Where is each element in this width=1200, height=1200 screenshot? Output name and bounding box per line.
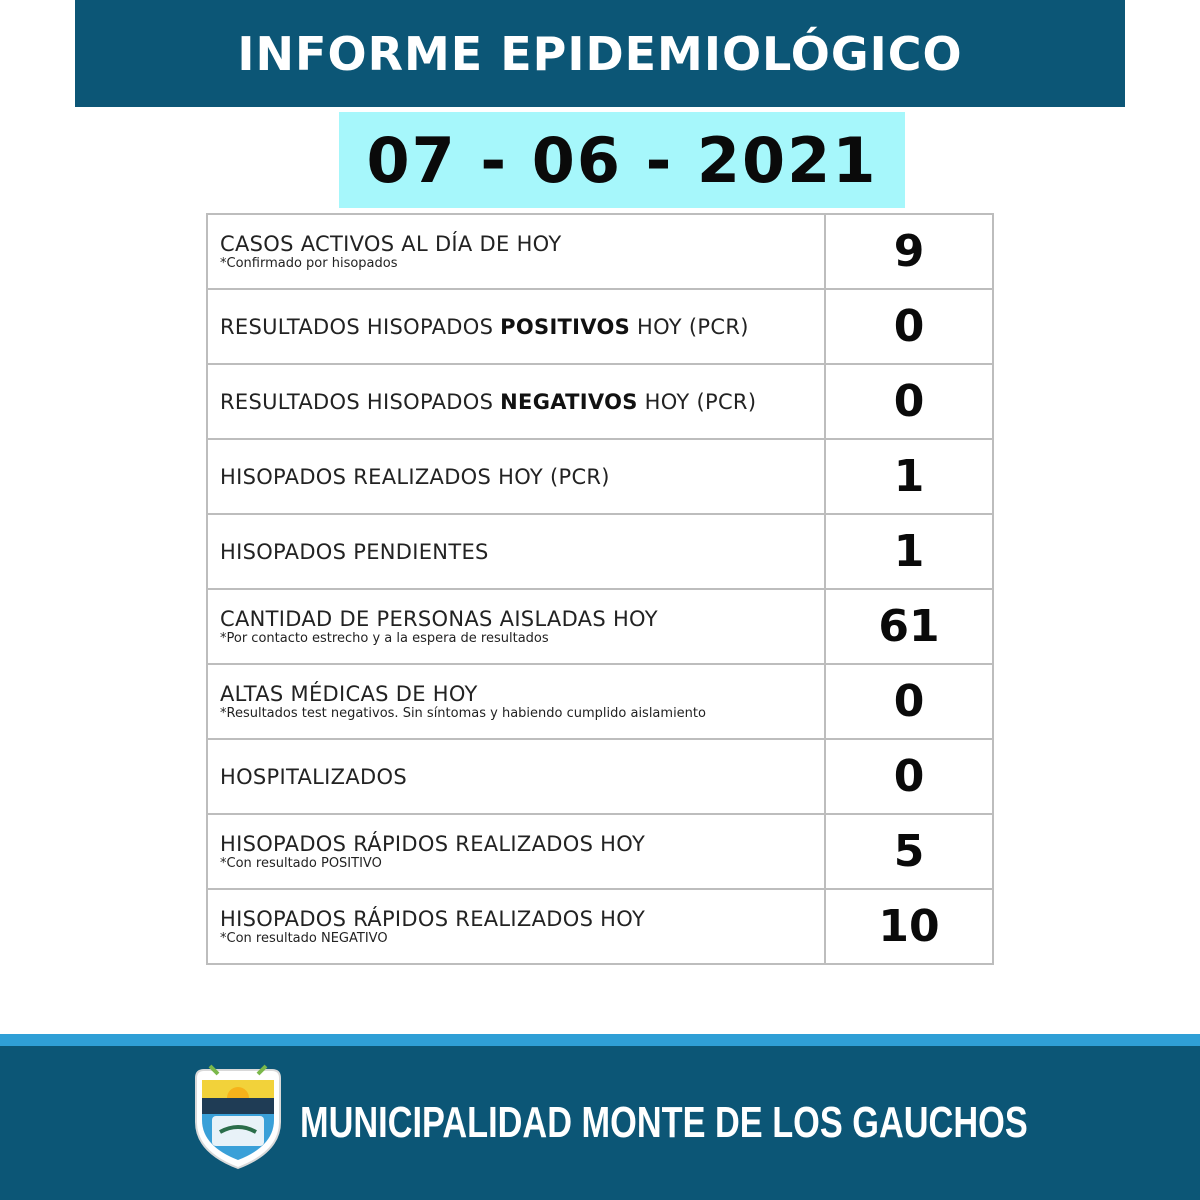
row-value-cell: [825, 514, 993, 589]
row-note: *Confirmado por hisopados: [220, 256, 398, 271]
row-value: 9: [893, 226, 925, 277]
row-label-cell: [207, 214, 825, 289]
row-label-cell: [207, 589, 825, 664]
row-value: 5: [893, 826, 925, 877]
table-row: [207, 814, 993, 889]
row-note: *Resultados test negativos. Sin síntomas y habiendo cumplido aislamiento: [220, 706, 706, 721]
table-row: [207, 664, 993, 739]
row-label: HISOPADOS PENDIENTES: [220, 539, 489, 564]
row-label: CANTIDAD DE PERSONAS AISLADAS HOY: [220, 607, 658, 631]
organization-name: MUNICIPALIDAD MONTE DE LOS GAUCHOS: [300, 1098, 1028, 1147]
row-label-cell: [207, 889, 825, 964]
row-value-cell: [825, 589, 993, 664]
row-label-cell: [207, 364, 825, 439]
table-row: [207, 439, 993, 514]
header-bar: [75, 0, 1125, 107]
row-label: ALTAS MÉDICAS DE HOY: [220, 682, 478, 706]
row-value: 61: [878, 601, 940, 652]
row-label-cell: [207, 289, 825, 364]
table-row: [207, 889, 993, 964]
row-label-cell: [207, 439, 825, 514]
date-box: [339, 112, 905, 208]
row-value-cell: [825, 739, 993, 814]
row-value: 10: [878, 901, 940, 952]
row-value-cell: [825, 814, 993, 889]
table-row: [207, 739, 993, 814]
row-label: HISOPADOS RÁPIDOS REALIZADOS HOY: [220, 832, 646, 856]
table-row: [207, 289, 993, 364]
row-label-cell: [207, 739, 825, 814]
row-label: HISOPADOS RÁPIDOS REALIZADOS HOY: [220, 907, 646, 931]
row-label: HISOPADOS REALIZADOS HOY (PCR): [220, 464, 610, 489]
row-label: CASOS ACTIVOS AL DÍA DE HOY: [220, 232, 562, 256]
row-value-cell: [825, 439, 993, 514]
row-value: 1: [893, 526, 925, 577]
page-title: INFORME EPIDEMIOLÓGICO: [237, 26, 963, 81]
row-value: 0: [893, 376, 925, 427]
municipal-crest-icon: [190, 1060, 286, 1172]
row-label: RESULTADOS HISOPADOS POSITIVOS HOY (PCR): [220, 314, 749, 339]
row-value: 1: [893, 451, 925, 502]
row-label-cell: [207, 514, 825, 589]
table-row: [207, 364, 993, 439]
report-date: 07 - 06 - 2021: [366, 123, 878, 197]
row-label-cell: [207, 814, 825, 889]
row-label: RESULTADOS HISOPADOS NEGATIVOS HOY (PCR): [220, 389, 757, 414]
footer-stripe: [0, 1034, 1200, 1046]
row-value: 0: [893, 676, 925, 727]
table-row: [207, 589, 993, 664]
row-value-cell: [825, 889, 993, 964]
row-value: 0: [893, 751, 925, 802]
row-value-cell: [825, 364, 993, 439]
row-value: 0: [893, 301, 925, 352]
row-label-cell: [207, 664, 825, 739]
row-note: *Con resultado POSITIVO: [220, 856, 382, 871]
table-row: [207, 514, 993, 589]
row-label: HOSPITALIZADOS: [220, 764, 407, 789]
row-value-cell: [825, 664, 993, 739]
report-table: [206, 213, 994, 965]
row-note: *Por contacto estrecho y a la espera de resultados: [220, 631, 549, 646]
row-value-cell: [825, 214, 993, 289]
table-row: [207, 214, 993, 289]
row-note: *Con resultado NEGATIVO: [220, 931, 388, 946]
row-value-cell: [825, 289, 993, 364]
